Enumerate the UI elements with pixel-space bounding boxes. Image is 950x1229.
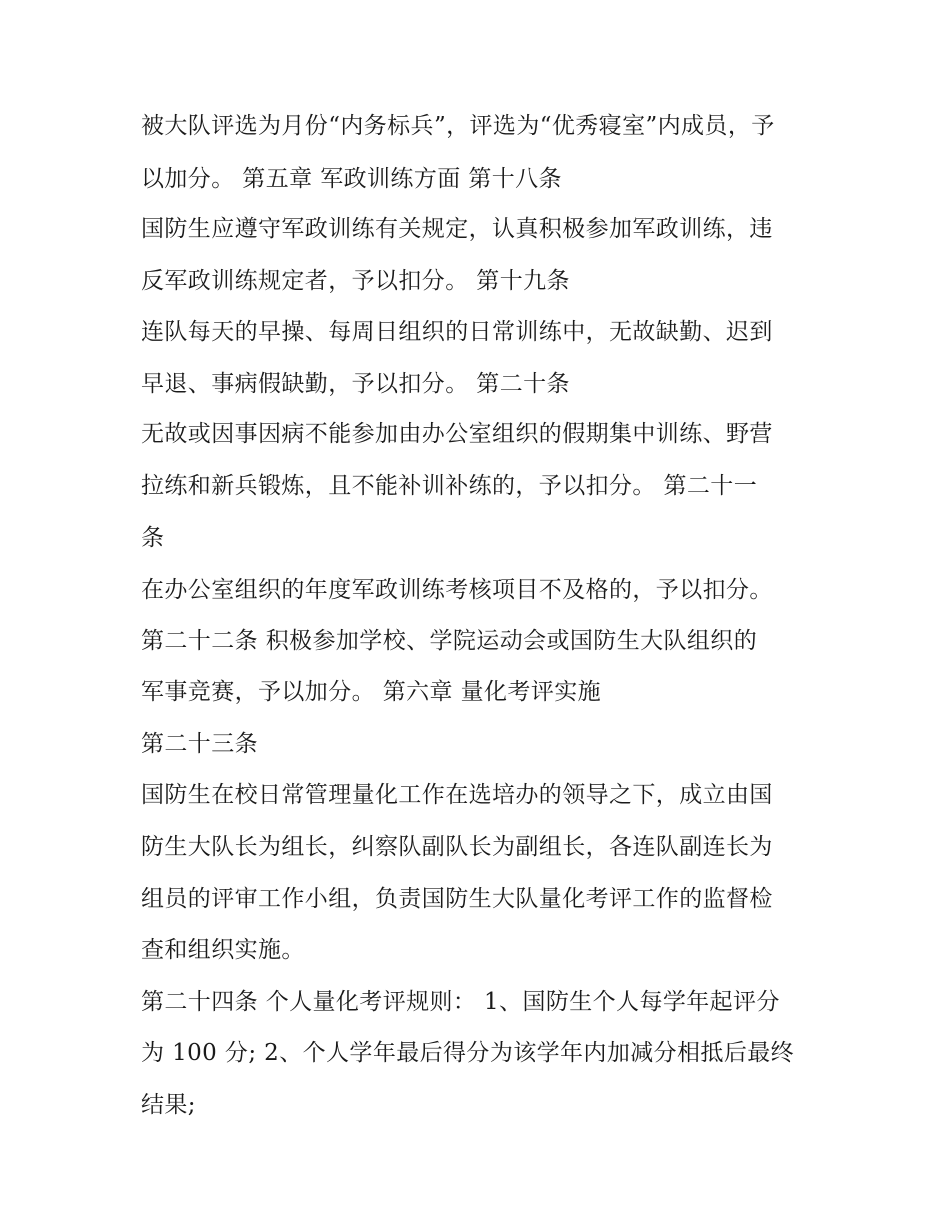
text-line: 连队每天的早操、每周日组织的日常训练中，无故缺勤、迟到	[141, 319, 773, 345]
text-line: 第二十二条 积极参加学校、学院运动会或国防生大队组织的	[141, 628, 758, 654]
text-line: 查和组织实施。	[141, 937, 305, 963]
text-line: 以加分。 第五章 军政训练方面 第十八条	[141, 166, 562, 192]
text-line: 国防生在校日常管理量化工作在选培办的领导之下，成立由国	[141, 782, 773, 808]
text-line: 反军政训练规定者，予以扣分。 第十九条	[141, 268, 570, 294]
text-line: 为 100 分; 2、个人学年最后得分为该学年内加减分相抵后最终	[141, 1040, 795, 1066]
text-line: 第二十三条	[141, 731, 258, 757]
text-line: 结果;	[141, 1092, 196, 1118]
text-line: 拉练和新兵锻炼，且不能补训补练的，予以扣分。 第二十一	[141, 473, 758, 499]
text-line: 被大队评选为月份“内务标兵”，评选为“优秀寝室”内成员，予	[141, 113, 775, 139]
text-line: 无故或因事因病不能参加由办公室组织的假期集中训练、野营	[141, 421, 773, 447]
text-line: 在办公室组织的年度军政训练考核项目不及格的，予以扣分。	[141, 577, 773, 603]
text-line: 早退、事病假缺勤，予以扣分。 第二十条	[141, 371, 570, 397]
text-line: 第二十四条 个人量化考评规则： 1、国防生个人每学年起评分	[141, 989, 780, 1015]
text-line: 国防生应遵守军政训练有关规定，认真积极参加军政训练，违	[141, 216, 773, 242]
text-line: 防生大队长为组长，纠察队副队长为副组长，各连队副连长为	[141, 834, 773, 860]
text-line: 军事竞赛，予以加分。 第六章 量化考评实施	[141, 679, 602, 705]
text-line: 组员的评审工作小组，负责国防生大队量化考评工作的监督检	[141, 886, 773, 912]
text-line: 条	[141, 525, 165, 551]
